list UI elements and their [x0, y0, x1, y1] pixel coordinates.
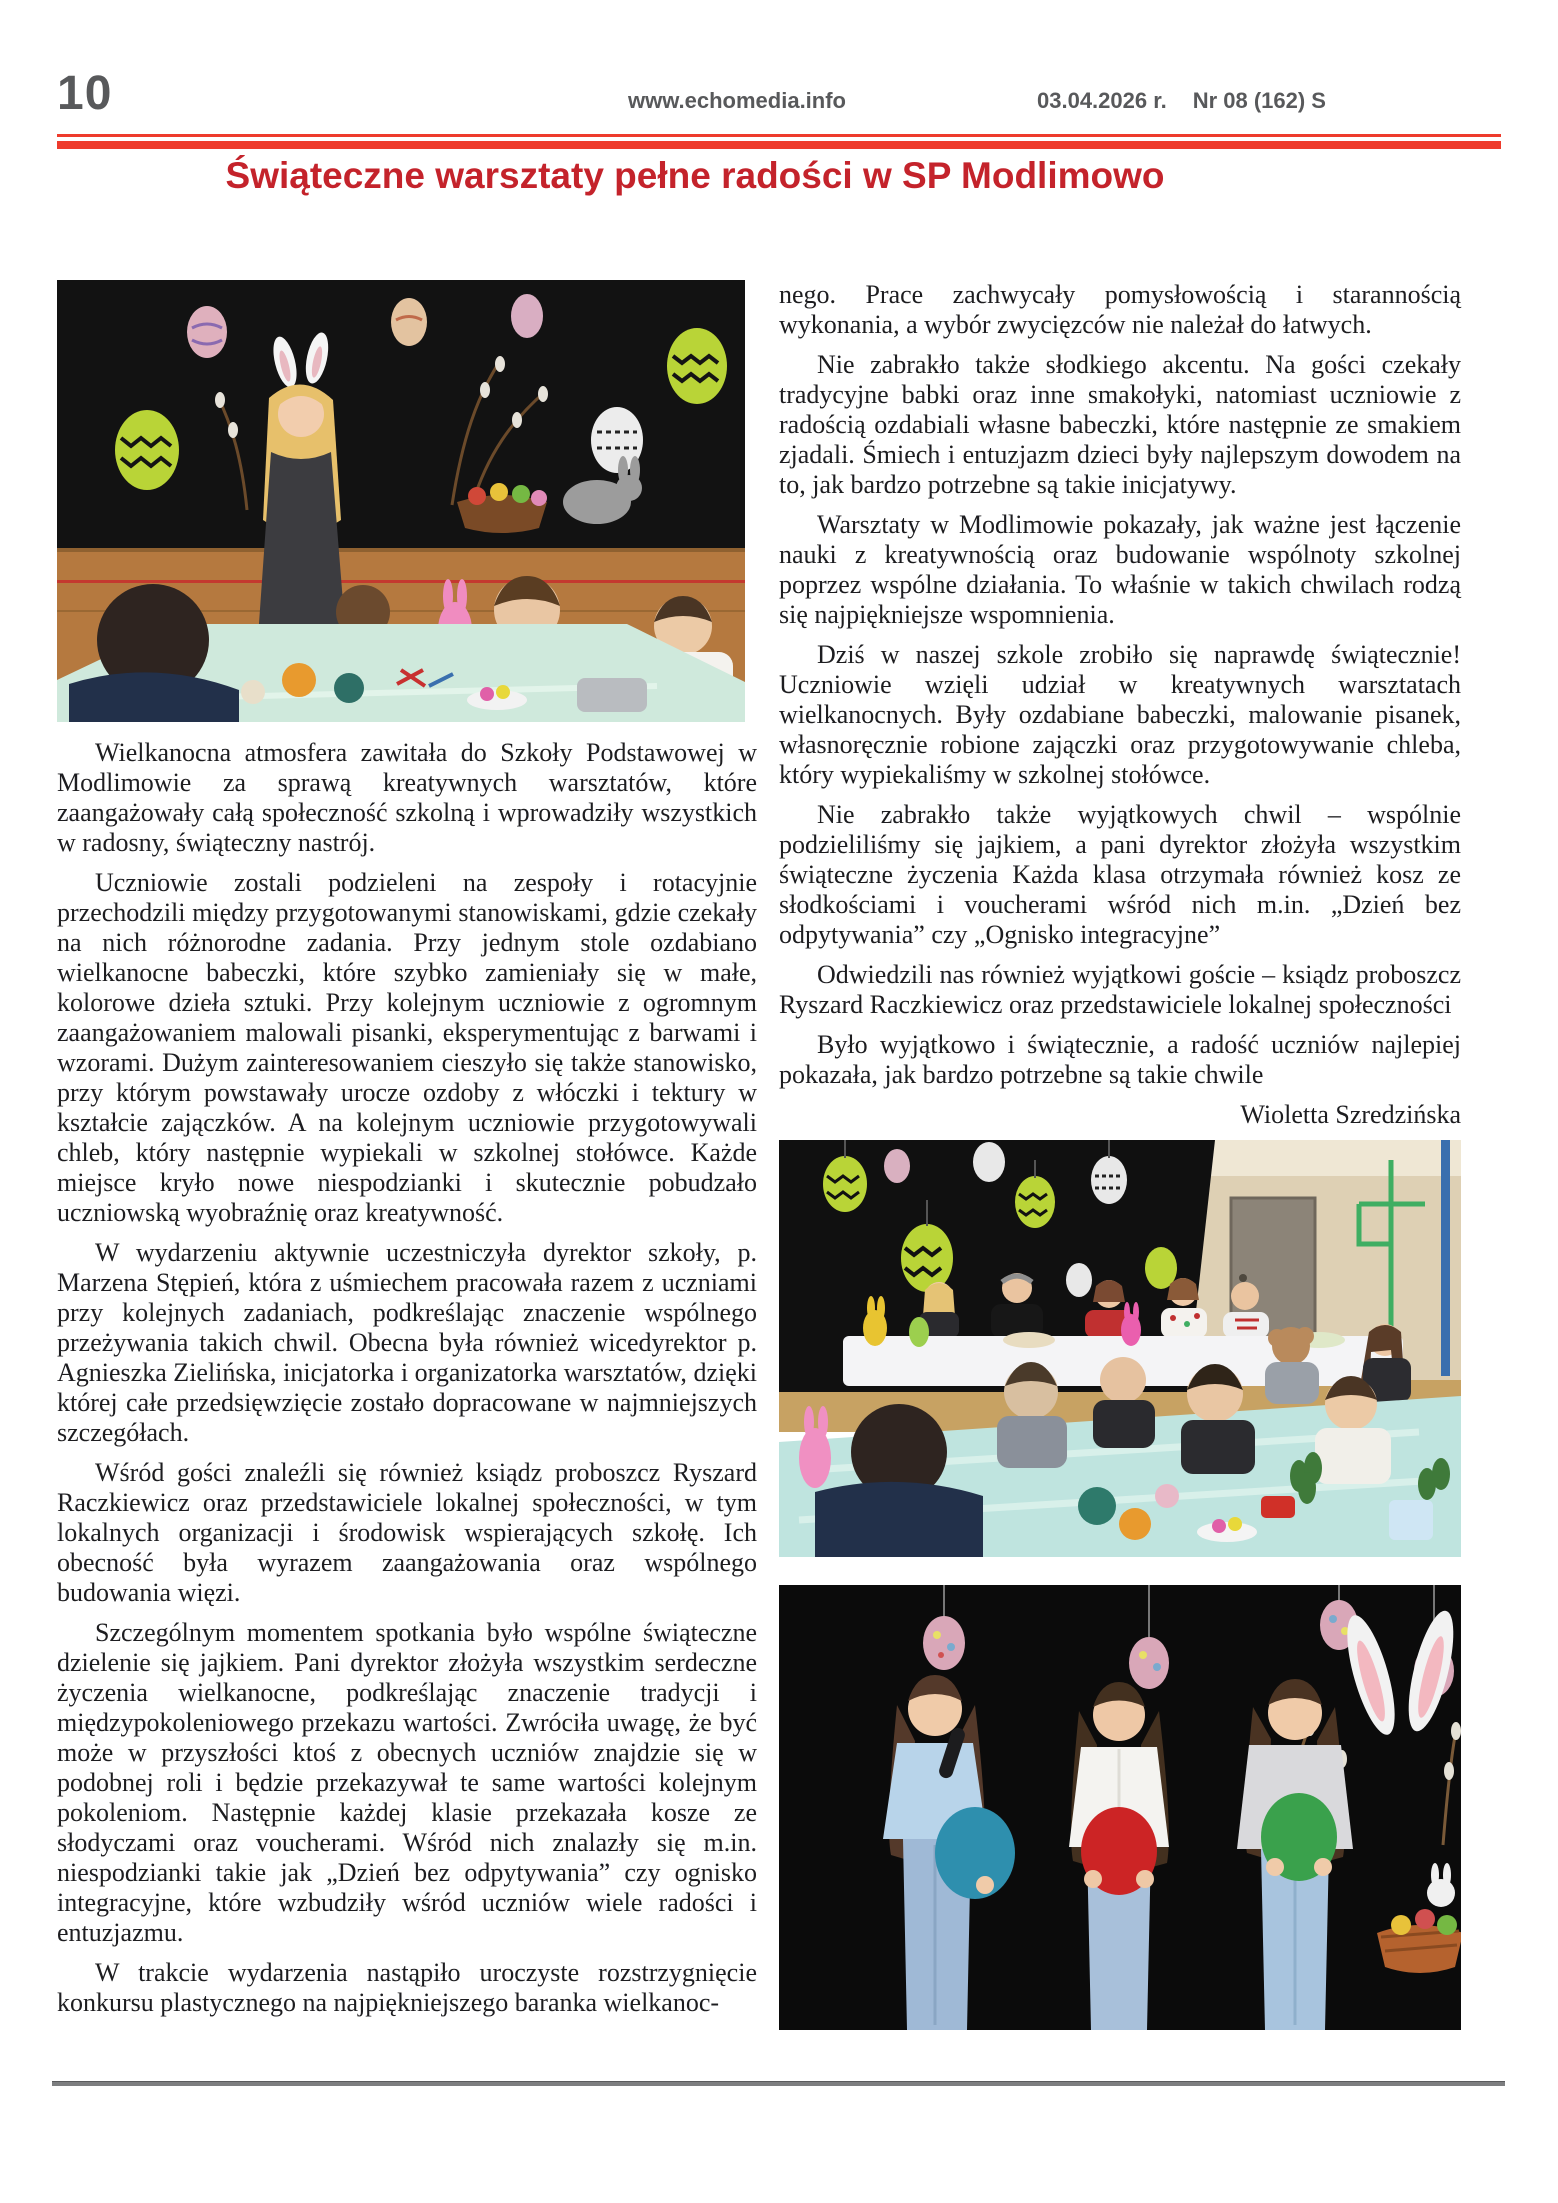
header-rule-thin — [57, 134, 1501, 137]
header-rule-thick — [57, 141, 1501, 149]
article-paragraph: W wydarzeniu aktywnie uczestniczyła dyrektor szkoły, p. Marzena Stępień, która z uśmiechem pracowała razem z uczniami przy kolejnych zadaniach, podkreślając znaczenie wspólnego przeżywania takich chwil. Obecna była również wicedyrektor p. Agnieszka Zielińska, inicjatorka i organizatorka warsztatów, dzięki której całe przedsięwzięcie zostało dopracowane w najmniejszych szczegółach. — [57, 1238, 757, 1447]
footer-divider — [52, 2081, 1505, 2086]
article-paragraph: Odwiedzili nas również wyjątkowi goście – ksiądz proboszcz Ryszard Raczkiewicz oraz przedstawiciele lokalnej społeczności — [779, 960, 1461, 1019]
article-paragraph: Wielkanocna atmosfera zawitała do Szkoły Podstawowej w Modlimowie za sprawą kreatywnych warsztatów, które zaangażowały całą społeczność szkolną i wprowadziły wszystkich w radosny, świąteczny nastrój. — [57, 738, 757, 857]
storage-box — [577, 678, 647, 712]
article-paragraph: W trakcie wydarzenia nastąpiło uroczyste rozstrzygnięcie konkursu plastycznego na najpiękniejszego baranka wielkanoc- — [57, 1958, 757, 2017]
photo-hall — [779, 1140, 1461, 1557]
article-paragraph: Nie zabrakło także wyjątkowych chwil – wspólnie podzieliliśmy się jajkiem, a pani dyrektor złożyła wszystkim świąteczne życzenia Każda klasa otrzymała również kosz ze słodkościami i voucherami wśród nich m.in. „Dzień bez odpytywania” czy „Ognisko integracyjne” — [779, 800, 1461, 949]
article-paragraph: Nie zabrakło także słodkiego akcentu. Na gości czekały tradycyjne babki oraz inne smakołyki, natomiast uczniowie z radością ozdabiali własne babeczki, które następnie ze smakiem zjadali. Śmiech i entuzjazm dzieci były najlepszym dowodem na to, jak bardzo potrzebne są takie inicjatywy. — [779, 350, 1461, 499]
article-paragraph: Dziś w naszej szkole zrobiło się naprawdę świątecznie! Uczniowie wzięli udział w kreatywnych warsztatach wielkanocnych. Były ozdabiane babeczki, malowanie pisanek, własnoręcznie robione zajączki oraz przygotowywanie chleba, który wypiekaliśmy w szkolnej stołówce. — [779, 640, 1461, 789]
article-signature: Wioletta Szredzińska — [1240, 1100, 1461, 1129]
site-url: www.echomedia.info — [628, 88, 846, 113]
article-left-column — [57, 280, 757, 2028]
page-number: 10 — [57, 67, 113, 120]
article-paragraph: Uczniowie zostali podzieleni na zespoły i rotacyjnie przechodzili między przygotowanymi stanowiskami, gdzie czekały na nich różnorodne zadania. Przy jednym stole ozdabiano wielkanocne babeczki, które szybko zamieniały się w małe, kolorowe dzieła sztuki. Przy kolejnym uczniowie z ogromnym zaangażowaniem malowali pisanki, eksperymentując z barwami i wzorami. Dużym zainteresowaniem cieszyło się także stanowisko, przy którym powstawały urocze ozdoby z włóczki i tektury w kształcie zajączków. A na kolejnym uczniowie przygotowywali chleb, który następnie wypiekali w szkolnej stołówce. Każde miejsce kryło nowe niespodzianki i skutecznie pobudzało uczniowską wyobraźnię oraz kreatywność. — [57, 868, 757, 1227]
article-paragraph: nego. Prace zachwycały pomysłowością i starannością wykonania, a wybór zwycięzców nie należał do łatwych. — [779, 280, 1461, 339]
photo-workshop — [57, 280, 757, 722]
article-paragraph: Warsztaty w Modlimowie pokazały, jak ważne jest łączenie nauki z kreatywnością oraz budowanie wspólnoty szkolnej poprzez wspólne działania. To właśnie w takich chwilach rodzą się najpiękniejsze wspomnienia. — [779, 510, 1461, 629]
issue-date: 03.04.2026 r. — [1037, 88, 1167, 113]
article-paragraph: Szczególnym momentem spotkania było wspólne świąteczne dzielenie się jajkiem. Pani dyrektor złożyła wszystkim serdeczne życzenia wielkanocne, podkreślając znaczenie tradycji i międzypokoleniowego przekazu wartości. Zwróciła uwagę, że być może w przyszłości ktoś z obecnych uczniów znajdzie się w podobnej roli i będzie przekazywał te same wartości kolejnym pokoleniom. Następnie każdej klasie przekazała kosze ze słodyczami oraz voucherami. Wśród nich znalazły się m.in. niespodzianki takie jak „Dzień bez odpytywania” czy ognisko integracyjne, które wzbudziły wśród uczniów wiele radości i entuzjazmu. — [57, 1618, 757, 1947]
photo-girls — [779, 1585, 1461, 2030]
issue-number: Nr 08 (162) S — [1192, 88, 1326, 113]
masthead — [57, 66, 1501, 126]
article-title: Świąteczne warsztaty pełne radości w SP Modlimowo — [225, 155, 1165, 196]
article-paragraph: Wśród gości znaleźli się również ksiądz proboszcz Ryszard Raczkiewicz oraz przedstawiciele lokalnej społeczności, w tym lokalnych organizacji i środowisk wspierających szkołę. Ich obecność była wyrazem zaangażowania oraz wspólnego budowania więzi. — [57, 1458, 757, 1607]
issue-line — [1037, 88, 1326, 114]
article-paragraph: Było wyjątkowo i świątecznie, a radość uczniów najlepiej pokazała, jak bardzo potrzebne są takie chwile — [779, 1030, 1461, 1089]
article-right-column — [779, 280, 1461, 2030]
blue-pole — [1441, 1140, 1450, 1376]
